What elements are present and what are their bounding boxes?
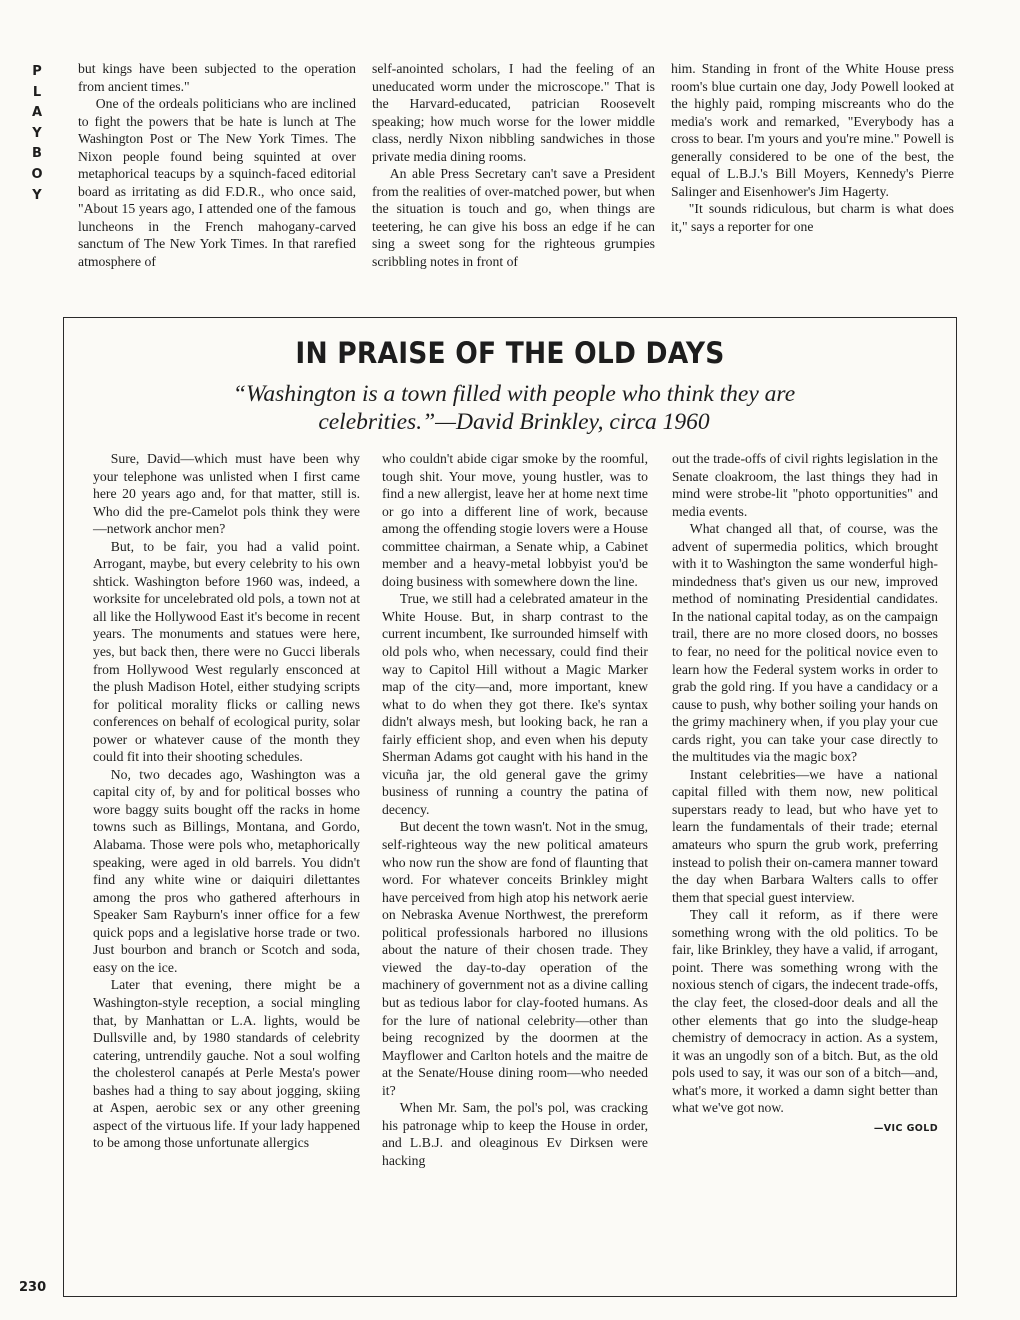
paragraph: who couldn't abide cigar smoke by the roomful, tough shit. Your move, young hustler, was to find a new allergist, leave her at home next time or go into a different line of work, because among the offending stogie lovers were a House committee chairman, a Senate whip, a Cabinet member and a heavy-metal lobbyist you'd be doing business with somewhere down the line. xyxy=(382,451,648,589)
paragraph: But decent the town wasn't. Not in the smug, self-righteous way the new political amateurs who now run the show are fond of flaunting that word. For whatever conceits Brinkley might have perceived from high atop his network aerie on Nebraska Avenue Northwest, the prereform political professionals harbored no illusions about the nature of their chosen trade. They viewed the day-to-day operation of the machinery of government not as a divine calling but as tedious labor for clay-footed humans. As for the lure of national celebrity—other than being recognized by the doormen at the Mayflower and Carlton hotels and the maitre de at the Senate/House dining room—who needed it? xyxy=(382,819,648,1098)
paragraph: but kings have been subjected to the operation from ancient times." xyxy=(78,61,356,94)
paragraph: When Mr. Sam, the pol's pol, was cracking his patronage whip to keep the House in order, and L.B.J. and oleaginous Ev Dirksen were hacking xyxy=(382,1100,648,1168)
page-number: 230 xyxy=(19,1280,47,1295)
side-label-letter: A xyxy=(31,105,43,121)
side-label-letter: O xyxy=(31,166,43,182)
paragraph: "It sounds ridiculous, but charm is what does it," says a reporter for one xyxy=(671,201,954,234)
paragraph: But, to be fair, you had a valid point. Arrogant, maybe, but every celebrity to his own shtick. Washington before 1960 was, indeed, a worksite for uncelebrated old pols, a town not at all like the Hollywood East it's become in recent years. The monuments and statues were here, yes, but back then, there were no Gucci liberals from Hollywood West regularly ensconced at the plush Madison Hotel, either studying scripts for political morality flicks or calling news conferences on behalf of ecological purity, solar power or whatever cause of the month they could fit into their shooting schedules. xyxy=(93,538,360,765)
magazine-side-label xyxy=(26,62,48,206)
side-label-letter: B xyxy=(32,146,42,162)
paragraph: him. Standing in front of the White House press room's blue curtain one day, Jody Powell looked at the highly paid, romping miscreants who do the media's work and remarked, "Everybody has a cross to bear. I'm yours and you're mine." Powell is generally considered to be one of the best, the equal of L.B.J.'s Bill Moyers, Kennedy's Pierre Salinger and Eisenhower's Jim Hagerty. xyxy=(671,61,954,199)
paragraph: self-anointed scholars, I had the feeling of an uneducated worm under the microscope." That is the Harvard-educated, patrician Roosevelt speaking; how much worse for the lower middle class, nerdly Nixon nibbling sandwiches in those private media dining rooms. xyxy=(372,61,655,164)
article-column-1 xyxy=(78,60,356,271)
paragraph: Sure, David—which must have been why your telephone was unlisted when I first came here 20 years ago and, for that matter, still is. Who did the pre-Camelot pols think they were—network anchor men? xyxy=(93,451,360,537)
paragraph: One of the ordeals politicians who are inclined to fight the powers that be hate is lunch at The Washington Post or The New York Times. The Nixon people found being squinted at over metaphorical teacups by a squinch-faced editorial board as irritating as did F.D.R., who once said, "About 15 years ago, I attended one of the famous luncheons in the French mahogany-carved sanctum of The New York Times. In that rarefied atmosphere of xyxy=(78,96,356,270)
side-label-letter: P xyxy=(32,64,42,79)
paragraph: Later that evening, there might be a Washington-style reception, a social mingling that, by Manhattan or L.A. lights, would be Dullsville and, by 1980 standards of celebrity catering, untrendily gauche. Not a soul wolfing the cholesterol canapés at Perle Mesta's power bashes had a thing to say about jogging, skiing at Aspen, aerobic sex or any other greening aspect of the virtuous life. If your lady happened to be among those unfortunate allergics xyxy=(93,977,360,1151)
sidebar-box xyxy=(63,317,957,1297)
sidebar-column-3 xyxy=(672,450,938,1137)
author-signature: —VIC GOLD xyxy=(873,1122,938,1134)
side-label-letter: Y xyxy=(32,187,42,203)
article-column-3 xyxy=(671,60,954,235)
paragraph: out the trade-offs of civil rights legislation in the Senate cloakroom, the last things they had in mind were strobe-lit "photo opportunities" and media events. xyxy=(672,451,938,519)
article-column-2 xyxy=(372,60,655,271)
sidebar-column-2 xyxy=(382,450,648,1169)
paragraph: True, we still had a celebrated amateur in the White House. But, in sharp contrast to the current incumbent, Ike surrounded himself with old pols who, when necessary, could find their way to Capitol Hill without a Magic Marker map of the city—and, more important, knew what to do when they got there. Ike's syntax didn't always mesh, but looking back, he ran a fairly efficient shop, and even when his deputy Sherman Adams got caught with his hand in the vicuña jar, the old general gave the grimy business of running a country the patina of decency. xyxy=(382,591,648,817)
paragraph: No, two decades ago, Washington was a capital city of, by and for political bosses who wore baggy suits bought off the racks in home towns such as Billings, Montana, and Gordo, Alabama. Those were pols who, metaphorically speaking, were aged in old barrels. You didn't find any white wine or daiquiri dilettantes among the pros who gathered afterhours in Speaker Sam Rayburn's inner office for a few quick pops and a legislative horse trade or two. Just bourbon and branch or Scotch and soda, easy on the ice. xyxy=(93,766,360,975)
side-label-letter: Y xyxy=(32,125,42,141)
paragraph: They call it reform, as if there were something wrong with the old politics. To be fair, like Brinkley, they have a valid, if arrogant, point. There was something wrong with the noxious stench of cigars, the indecent trade-offs, the clay feet, the closed-door deals and all the other elements that go into the sludge-heap chemistry of democracy in action. As a system, it was an ungodly son of a bitch. But, as the old pols used to say, it was our son of a bitch—and, what's more, it worked a damn sight better than what we've got now. xyxy=(672,907,938,1116)
paragraph: Instant celebrities—we have a national capital filled with them now, new political superstars ready to lead, but who have yet to learn the fundamentals of their trade; eternal amateurs who spurn the grub work, preferring instead to polish their on-camera manner toward the day when Barbara Walters calls to offer them that special guest interview. xyxy=(672,766,938,905)
side-label-letter: L xyxy=(32,84,42,100)
paragraph: What changed all that, of course, was the advent of supermedia politics, which brought with it to Washington the same wonderful high-mindedness that's given us our new, improved method of nominating Presidential candidates. In the national capital today, as on the campaign trail, there are no more closed doors, no bosses to fear, no need for the political novice even to learn how the Federal system works in order to grab the gold ring. If you have a candidacy or a cause to push, why bother soiling your hands on the grimy machinery when, if you play your cue cards right, you can take your case directly to the multitudes via the magic box? xyxy=(672,521,938,765)
sidebar-column-1 xyxy=(93,450,360,1152)
sidebar-title: IN PRAISE OF THE OLD DAYS xyxy=(295,336,725,371)
paragraph: An able Press Secretary can't save a President from the realities of over-matched power, but when the situation is touch and go, when things are teetering, he can give his boss an edge if he can sing a sweet song for the righteous grumpies scribbling notes in front of xyxy=(372,166,655,270)
sidebar-subtitle: “Washington is a town filled with people who think they are celebrities.”—David Brinkley, circa 1960 xyxy=(232,381,796,435)
